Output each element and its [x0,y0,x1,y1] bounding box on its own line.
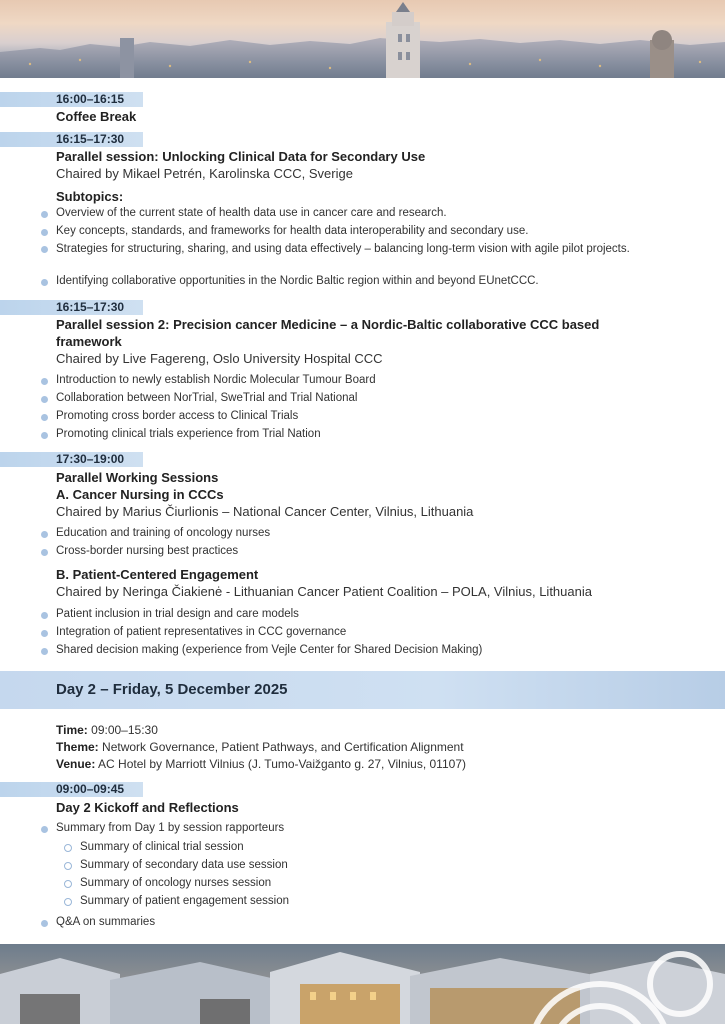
list-item: Integration of patient representatives in CCC governance [56,626,347,638]
list-item: Identifying collaborative opportunities in the Nordic Baltic region within and beyond EUnetCCC. [56,275,539,287]
list-item: Promoting clinical trials experience from Trial Nation [56,428,321,440]
time-bar: 16:15–17:30 [0,132,143,147]
session-title-continued: framework [56,334,122,349]
time-label: Time: [56,723,88,737]
day-heading: Day 2 – Friday, 5 December 2025 [56,681,288,698]
time-bar: 17:30–19:00 [0,452,143,467]
session-title: Parallel session 2: Precision cancer Medicine – a Nordic-Baltic collaborative CCC based [56,317,600,332]
list-item: Q&A on summaries [56,916,156,928]
list-item: Overview of the current state of health data use in cancer care and research. [56,207,447,219]
sub-list-item: Summary of patient engagement session [80,895,290,907]
list-item: Collaboration between NorTrial, SweTrial and Trial National [56,392,358,404]
day-venue [56,757,466,771]
subtopics-label: Subtopics: [56,189,124,204]
theme-label: Theme: [56,740,99,754]
subsession-a-title: A. Cancer Nursing in CCCs [56,487,224,502]
session-title: Day 2 Kickoff and Reflections [56,800,239,815]
subsession-b-title: B. Patient-Centered Engagement [56,567,259,582]
subsession-b-chair: Chaired by Neringa Čiakienė - Lithuanian Cancer Patient Coalition – POLA, Vilnius, Lithuania [56,584,592,599]
session-chair: Chaired by Mikael Petrén, Karolinska CCC, Sverige [56,166,353,181]
list-item: Patient inclusion in trial design and care models [56,608,299,620]
theme-value: Network Governance, Patient Pathways, and Certification Alignment [102,740,464,754]
sub-list-item: Summary of oncology nurses session [80,877,272,889]
list-item: Cross-border nursing best practices [56,545,239,557]
rooftops-illustration [0,944,725,1024]
list-item: Introduction to newly establish Nordic Molecular Tumour Board [56,374,376,386]
day-heading-band [0,671,725,709]
venue-label: Venue: [56,757,96,771]
session-chair: Chaired by Live Fagereng, Oslo University Hospital CCC [56,351,383,366]
subsession-a-chair: Chaired by Marius Čiurlionis – National Cancer Center, Vilnius, Lithuania [56,504,474,519]
footer-rooftops-image [0,944,725,1024]
list-item: Strategies for structuring, sharing, and using data effectively – balancing long-term vision with agile pilot projects. [56,242,666,256]
venue-value: AC Hotel by Marriott Vilnius (J. Tumo-Vaižganto g. 27, Vilnius, 01107) [98,757,466,771]
header-skyline-image [0,0,725,78]
list-item: Promoting cross border access to Clinical Trials [56,410,299,422]
skyline-illustration [0,0,725,78]
sub-list-item: Summary of secondary data use session [80,859,288,871]
sub-list-item: Summary of clinical trial session [80,841,244,853]
list-item: Education and training of oncology nurses [56,527,271,539]
list-item: Key concepts, standards, and frameworks for health data interoperability and secondary use. [56,225,529,237]
session-title: Parallel Working Sessions [56,470,219,485]
time-bar: 09:00–09:45 [0,782,143,797]
session-title: Parallel session: Unlocking Clinical Data for Secondary Use [56,149,426,164]
time-bar: 16:15–17:30 [0,300,143,315]
session-title: Coffee Break [56,109,137,124]
list-item: Summary from Day 1 by session rapporteurs [56,822,285,834]
time-bar: 16:00–16:15 [0,92,143,107]
time-value: 09:00–15:30 [91,723,158,737]
day-theme [56,740,464,754]
list-item: Shared decision making (experience from Vejle Center for Shared Decision Making) [56,644,483,656]
day-time [56,723,158,737]
